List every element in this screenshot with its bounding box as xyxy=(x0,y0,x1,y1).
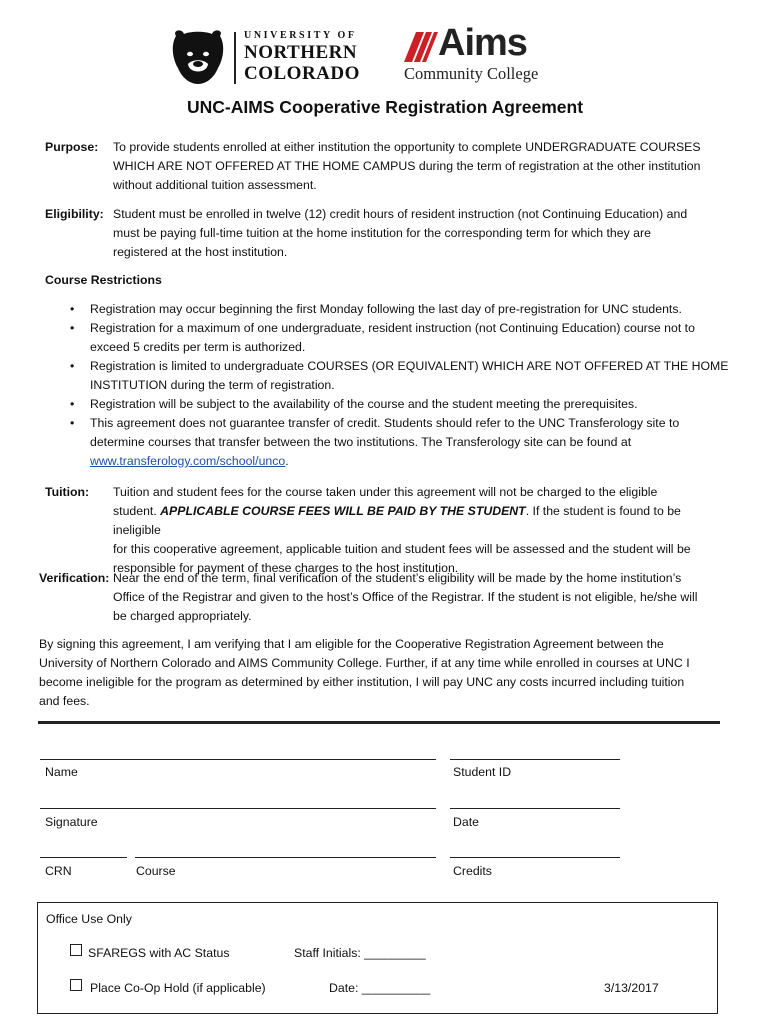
date-line[interactable] xyxy=(450,808,620,809)
restrictions-list xyxy=(45,300,735,471)
coop-hold-checkbox[interactable] xyxy=(70,978,82,996)
course-line[interactable] xyxy=(135,857,436,858)
text-line: To provide students enrolled at either institution the opportunity to complete UNDERGRADUATE COURSES xyxy=(113,140,701,154)
tuition-text xyxy=(113,483,725,578)
text-line: without additional tuition assessment. xyxy=(113,178,317,192)
tuition-label: Tuition: xyxy=(45,485,90,499)
verification-text xyxy=(113,569,725,626)
student-id-line[interactable] xyxy=(450,759,620,760)
bullet-icon: • xyxy=(70,321,75,335)
section-divider xyxy=(38,721,720,724)
text-line: become ineligible for the program as determined by either institution, I will pay UNC any costs incurred including tuition xyxy=(39,675,685,689)
list-item xyxy=(45,319,735,357)
link-period: . xyxy=(285,454,289,468)
text-line: responsible for payment of these charges to the host institution. xyxy=(113,561,459,575)
signature-label: Signature xyxy=(45,815,98,829)
office-use-title: Office Use Only xyxy=(46,912,132,926)
course-label: Course xyxy=(136,864,176,878)
bear-icon xyxy=(170,28,226,86)
list-item xyxy=(45,357,735,395)
sfaregs-checkbox[interactable] xyxy=(70,943,82,961)
credits-line[interactable] xyxy=(450,857,620,858)
text-line: Near the end of the term, final verification of the student’s eligibility will be made by the home institution’s xyxy=(113,571,682,585)
coop-hold-label: Place Co-Op Hold (if applicable) xyxy=(90,981,266,995)
text-line: must be paying full-time tuition at the home institution for the corresponding term for which they are xyxy=(113,226,651,240)
list-item xyxy=(45,414,735,471)
text-line: By signing this agreement, I am verifying that I am eligible for the Cooperative Registration Agreement between the xyxy=(39,637,664,651)
unc-logo-line1: UNIVERSITY OF xyxy=(244,30,357,41)
list-item xyxy=(45,395,735,414)
signature-line[interactable] xyxy=(40,808,436,809)
text-span: . If the student is found to be ineligible xyxy=(113,504,681,537)
text-line: This agreement does not guarantee transfer of credit. Students should refer to the UNC Transferology site to xyxy=(90,416,680,430)
text-line: determine courses that transfer between the two institutions. The Transferology site can be found at xyxy=(90,435,632,449)
text-line: Registration may occur beginning the first Monday following the last day of pre-registration for UNC students. xyxy=(90,302,682,316)
bullet-icon: • xyxy=(70,397,75,411)
text-line xyxy=(90,452,735,471)
name-label: Name xyxy=(45,765,78,779)
aims-swoosh-icon xyxy=(402,28,442,64)
bullet-icon: • xyxy=(70,359,75,373)
date-label: Date xyxy=(453,815,479,829)
staff-initials-field[interactable]: Staff Initials: _________ xyxy=(294,946,426,960)
text-line: registered at the host institution. xyxy=(113,245,288,259)
student-id-label: Student ID xyxy=(453,765,512,779)
text-line: Office of the Registrar and given to the host’s Office of the Registrar. If the student is not eligible, he/she will xyxy=(113,590,698,604)
text-line: exceed 5 credits per term is authorized. xyxy=(90,340,306,354)
text-line: Student must be enrolled in twelve (12) credit hours of resident instruction (not Continuing Education) and xyxy=(113,207,688,221)
text-line: Registration is limited to undergraduate COURSES (OR EQUIVALENT) WHICH ARE NOT OFFERED AT THE HOME xyxy=(90,359,729,373)
office-date-field[interactable]: Date: __________ xyxy=(329,981,431,995)
text-line: and fees. xyxy=(39,694,90,708)
text-line: Registration for a maximum of one undergraduate, resident instruction (not Continuing Education) course not to xyxy=(90,321,695,335)
credits-label: Credits xyxy=(453,864,492,878)
unc-logo-line3: COLORADO xyxy=(244,63,360,84)
page-title: UNC-AIMS Cooperative Registration Agreement xyxy=(186,97,584,117)
logo-divider xyxy=(234,32,236,84)
unc-logo-line2: NORTHERN xyxy=(244,42,358,63)
purpose-text xyxy=(113,138,725,195)
text-line: Tuition and student fees for the course taken under this agreement will not be charged to the eligible xyxy=(113,485,658,499)
eligibility-label: Eligibility: xyxy=(45,207,104,221)
purpose-label: Purpose: xyxy=(45,140,99,154)
transferology-link[interactable]: www.transferology.com/school/unco xyxy=(90,454,286,468)
verification-label: Verification: xyxy=(39,571,110,585)
eligibility-text xyxy=(113,205,725,262)
fees-emphasis: APPLICABLE COURSE FEES WILL BE PAID BY THE STUDENT xyxy=(160,504,526,518)
crn-line[interactable] xyxy=(40,857,127,858)
signing-statement xyxy=(39,635,739,711)
name-line[interactable] xyxy=(40,759,436,760)
restrictions-heading: Course Restrictions xyxy=(45,273,162,287)
aims-subtitle: Community College xyxy=(404,64,539,83)
crn-label: CRN xyxy=(45,864,72,878)
sfaregs-label: SFAREGS with AC Status xyxy=(88,946,230,960)
list-item xyxy=(45,300,735,319)
bullet-icon: • xyxy=(70,302,75,316)
bullet-icon: • xyxy=(70,416,75,430)
unc-logo xyxy=(170,28,370,88)
text-line: Registration will be subject to the availability of the course and the student meeting the prerequisites. xyxy=(90,397,638,411)
form-revision-date: 3/13/2017 xyxy=(604,981,659,995)
text-span: student. xyxy=(113,504,161,518)
text-line: WHICH ARE NOT OFFERED AT THE HOME CAMPUS during the term of registration at the other institution xyxy=(113,159,701,173)
text-line: INSTITUTION during the term of registration. xyxy=(90,378,335,392)
text-line: University of Northern Colorado and AIMS Community College. Further, if at any time while enrolled in courses at UNC I xyxy=(39,656,690,670)
aims-logo xyxy=(402,22,562,86)
text-line: for this cooperative agreement, applicable tuition and student fees will be assessed and the student will be xyxy=(113,542,691,556)
text-line: be charged appropriately. xyxy=(113,609,252,623)
aims-wordmark: Aims xyxy=(438,22,527,64)
text-line xyxy=(113,502,725,540)
